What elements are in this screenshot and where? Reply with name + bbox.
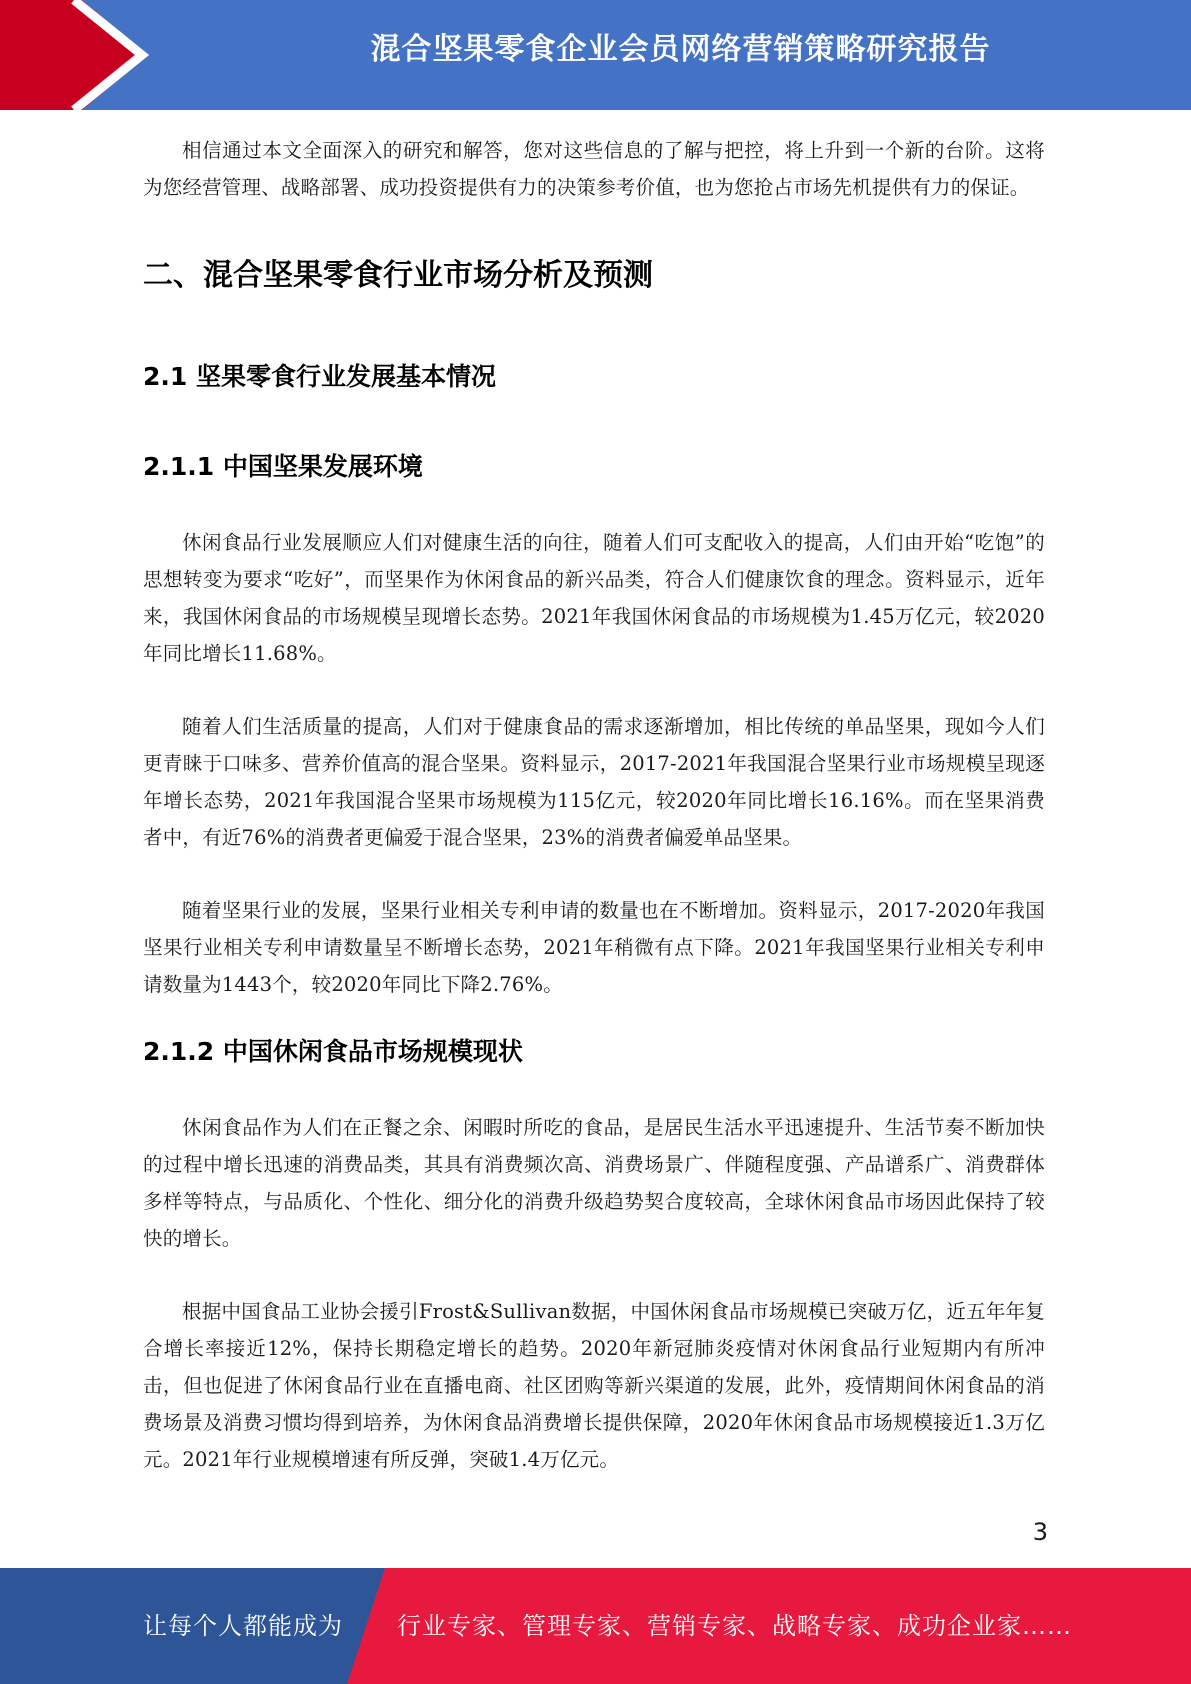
section-title: 二、混合坚果零食行业市场分析及预测 (143, 258, 653, 293)
paragraph: 随着人们生活质量的提高，人们对于健康食品的需求逐渐增加，相比传统的单品坚果，现如今人们更青睐于口味多、营养价值高的混合坚果。资料显示，2017-2021年我国混合坚果行业市场规模呈现逐年增长态势，2021年我国混合坚果市场规模为115亿元，较2020年同比增长16.16%。而在坚果消费者中，有近76%的消费者更偏爱于混合坚果，23%的消费者偏爱单品坚果。 (143, 715, 1045, 849)
paragraph: 随着坚果行业的发展，坚果行业相关专利申请的数量也在不断增加。资料显示，2017-2020年我国坚果行业相关专利申请数量呈不断增长态势，2021年稍微有点下降。2021年我国坚果行业相关专利申请数量为1443个，较2020年同比下降2.76%。 (143, 899, 1045, 996)
subsection-title: 2.1 坚果零食行业发展基本情况 (143, 362, 496, 391)
sub-subsection-title-1: 2.1.1 中国坚果发展环境 (143, 452, 423, 481)
report-title: 混合坚果零食企业会员网络营销策略研究报告 (370, 32, 991, 67)
footer-slogan-left: 让每个人都能成为 (143, 1612, 343, 1640)
footer-slogan-right: 行业专家、管理专家、营销专家、战略专家、成功企业家…… (397, 1612, 1072, 1640)
paragraph: 休闲食品作为人们在正餐之余、闲暇时所吃的食品，是居民生活水平迅速提升、生活节奏不断加快的过程中增长迅速的消费品类，其具有消费频次高、消费场景广、伴随程度强、产品谱系广、消费群体多样等特点，与品质化、个性化、细分化的消费升级趋势契合度较高，全球休闲食品市场因此保持了较快的增长。 (143, 1116, 1045, 1250)
intro-paragraph: 相信通过本文全面深入的研究和解答，您对这些信息的了解与把控，将上升到一个新的台阶。这将为您经营管理、战略部署、成功投资提供有力的决策参考价值，也为您抢占市场先机提供有力的保证。 (143, 139, 1045, 199)
page-content (143, 132, 1045, 1478)
header-arrow-icon (0, 0, 160, 110)
sub-subsection-title-2: 2.1.2 中国休闲食品市场规模现状 (143, 1037, 523, 1066)
page-header (0, 0, 1191, 110)
page-footer (0, 1568, 1191, 1684)
paragraph: 根据中国食品工业协会援引Frost&Sullivan数据，中国休闲食品市场规模已突破万亿，近五年年复合增长率接近12%，保持长期稳定增长的趋势。2020年新冠肺炎疫情对休闲食品行业短期内有所冲击，但也促进了休闲食品行业在直播电商、社区团购等新兴渠道的发展，此外，疫情期间休闲食品的消费场景及消费习惯均得到培养，为休闲食品消费增长提供保障，2020年休闲食品市场规模接近1.3万亿元。2021年行业规模增速有所反弹，突破1.4万亿元。 (143, 1300, 1045, 1471)
page-number: 3 (1032, 1518, 1048, 1546)
paragraph: 休闲食品行业发展顺应人们对健康生活的向往，随着人们可支配收入的提高，人们由开始“吃饱”的思想转变为要求“吃好”，而坚果作为休闲食品的新兴品类，符合人们健康饮食的理念。资料显示，近年来，我国休闲食品的市场规模呈现增长态势。2021年我国休闲食品的市场规模为1.45万亿元，较2020年同比增长11.68%。 (143, 531, 1045, 665)
